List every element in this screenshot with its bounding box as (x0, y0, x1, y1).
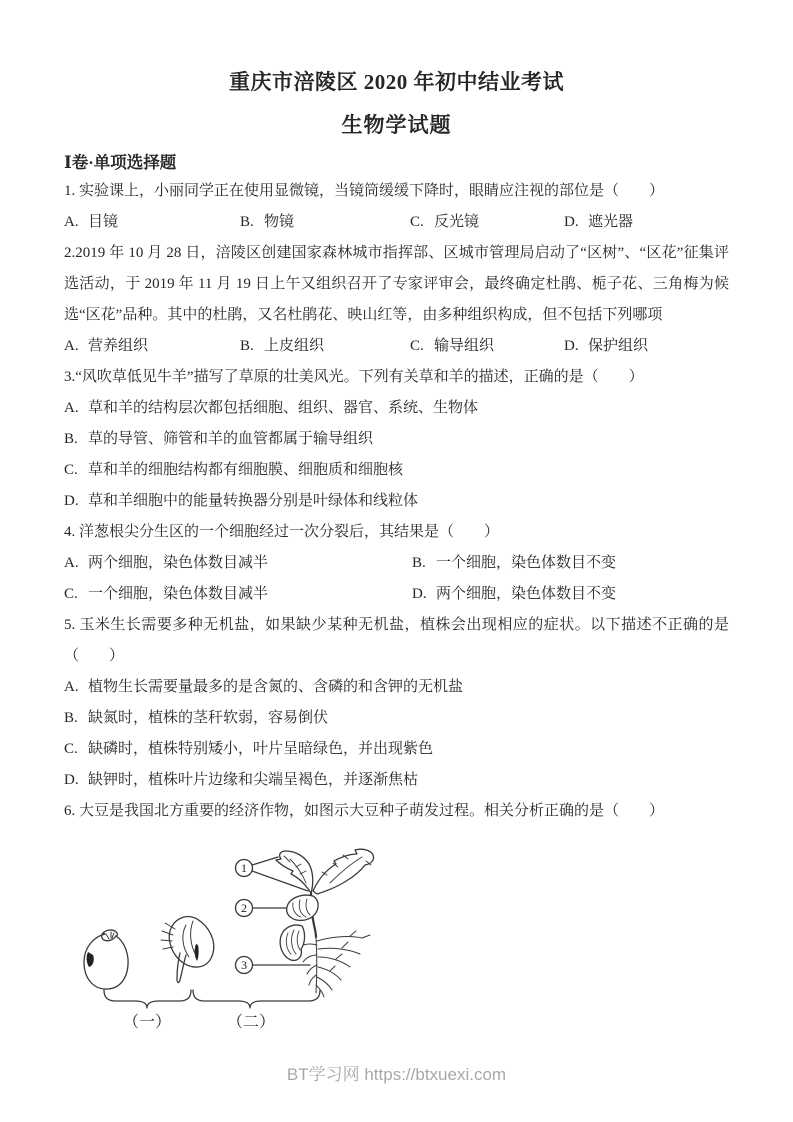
stage-one-brace (104, 990, 191, 1008)
question-4-options-row-1 (64, 548, 729, 579)
option-label: B. (64, 710, 78, 726)
question-4-stem: 4. 洋葱根尖分生区的一个细胞经过一次分裂后，其结果是（ ） (64, 524, 500, 540)
option-label: A. (64, 214, 79, 230)
question-2-stem: 2.2019 年 10 月 28 日，涪陵区创建国家森林城市指挥部、区城市管理局启动了“区树”、“区花”征集评选活动，于 2019 年 11 月 19 日上午又组织召开了专家评审会，最终确定杜鹃、栀子花、三角梅为候选“区花”品种。其中的杜鹃，又名杜鹃花、映山红等，由多种组织构成，但不包括下列哪项 (64, 245, 729, 323)
question-3-stem: 3.“风吹草低见牛羊”描写了草原的壮美风光。下列有关草和羊的描述，正确的是（ ） (64, 369, 644, 385)
stage-braces (104, 990, 320, 1008)
option-text: 两个细胞，染色体数目不变 (436, 586, 617, 602)
seedling-cotyledon (287, 895, 318, 920)
option-text: 两个细胞，染色体数目减半 (88, 555, 269, 571)
question-5-stem: 5. 玉米生长需要多种无机盐，如果缺少某种无机盐，植株会出现相应的症状。以下描述不正确的是（ ） (64, 617, 729, 664)
question-1-option-b (240, 207, 410, 238)
question-1-option-a (64, 207, 240, 238)
question-1-options (64, 207, 729, 238)
option-label: D. (564, 338, 579, 354)
option-text: 上皮组织 (264, 338, 325, 354)
question-2-option-b (240, 331, 410, 362)
option-text: 输导组织 (434, 338, 495, 354)
option-label: B. (240, 214, 254, 230)
option-label: D. (564, 214, 579, 230)
callout-3-number: 3 (241, 958, 247, 972)
question-2-options (64, 331, 729, 362)
callout-1-number: 1 (241, 861, 247, 875)
question-2-option-c (410, 331, 564, 362)
question-3-option-a (64, 393, 729, 424)
option-text: 反光镜 (434, 214, 480, 230)
option-label: D. (64, 772, 79, 788)
question-3-option-d (64, 486, 729, 517)
option-text: 缺钾时，植株叶片边缘和尖端呈褐色，并逐渐焦枯 (88, 772, 419, 788)
option-label: C. (64, 741, 78, 757)
question-5-option-c (64, 734, 729, 765)
question-3-option-c (64, 455, 729, 486)
seed-germinating-drawing (161, 917, 214, 983)
callout-1-line-a (252, 857, 278, 865)
option-text: 缺磷时，植株特别矮小，叶片呈暗绿色，并出现紫色 (88, 741, 434, 757)
question-3-option-b (64, 424, 729, 455)
seed-germination-figure (80, 841, 400, 1033)
option-label: A. (64, 400, 79, 416)
question-4-options-row-2 (64, 579, 729, 610)
section-heading: Ⅰ卷·单项选择题 (64, 153, 177, 172)
callout-2-number: 2 (241, 901, 247, 915)
option-label: A. (64, 679, 79, 695)
option-text: 草和羊的细胞结构都有细胞膜、细胞质和细胞核 (88, 462, 404, 478)
exam-title: 重庆市涪陵区 2020 年初中结业考试 (229, 70, 564, 94)
option-text: 物镜 (264, 214, 295, 230)
option-label: D. (64, 493, 79, 509)
question-6-figure (80, 841, 729, 1033)
option-text: 目镜 (88, 214, 119, 230)
question-4-option-d (412, 579, 729, 610)
question-2-option-a (64, 331, 240, 362)
question-1-stem: 1. 实验课上，小丽同学正在使用显微镜，当镜筒缓缓下降时，眼睛应注视的部位是（ ） (64, 183, 665, 199)
option-label: C. (64, 462, 78, 478)
question-5-option-d (64, 765, 729, 796)
option-label: A. (64, 338, 79, 354)
option-text: 营养组织 (88, 338, 149, 354)
option-label: C. (410, 214, 424, 230)
option-text: 一个细胞，染色体数目不变 (436, 555, 617, 571)
question-1-option-d (564, 207, 729, 238)
option-text: 草和羊细胞中的能量转换器分别是叶绿体和线粒体 (88, 493, 419, 509)
stage-two-brace (193, 990, 320, 1008)
question-6-stem: 6. 大豆是我国北方重要的经济作物，如图示大豆种子萌发过程。相关分析正确的是（ ） (64, 803, 665, 819)
seedling-seedcoat (280, 925, 304, 960)
question-1-option-c (410, 207, 564, 238)
stage-labels (123, 1014, 275, 1031)
question-2-option-d (564, 331, 729, 362)
option-text: 保护组织 (588, 338, 649, 354)
question-4-option-b (412, 548, 729, 579)
option-label: C. (64, 586, 78, 602)
exam-subtitle: 生物学试题 (341, 113, 452, 137)
option-label: B. (64, 431, 78, 447)
seed-dormant-drawing (84, 930, 128, 989)
question-4-option-c (64, 579, 412, 610)
seedling-drawing (276, 849, 374, 997)
stage-one-label: （一） (122, 1014, 172, 1031)
stage-two-label: （二） (226, 1014, 276, 1031)
option-label: C. (410, 338, 424, 354)
option-text: 草的导管、筛管和羊的血管都属于输导组织 (88, 431, 374, 447)
question-4-option-a (64, 548, 412, 579)
questions-area (64, 176, 729, 1033)
question-5-option-b (64, 703, 729, 734)
option-text: 缺氮时，植株的茎秆软弱，容易倒伏 (88, 710, 329, 726)
option-text: 一个细胞，染色体数目减半 (88, 586, 269, 602)
seedling-roots (299, 931, 370, 997)
watermark: BT学习网 https://btxuexi.com (286, 1065, 507, 1084)
option-label: D. (412, 586, 427, 602)
option-text: 草和羊的结构层次都包括细胞、组织、器官、系统、生物体 (88, 400, 479, 416)
option-label: A. (64, 555, 79, 571)
question-5-option-a (64, 672, 729, 703)
option-text: 植物生长需要量最多的是含氮的、含磷的和含钾的无机盐 (88, 679, 464, 695)
option-label: B. (240, 338, 254, 354)
option-label: B. (412, 555, 426, 571)
option-text: 遮光器 (588, 214, 634, 230)
